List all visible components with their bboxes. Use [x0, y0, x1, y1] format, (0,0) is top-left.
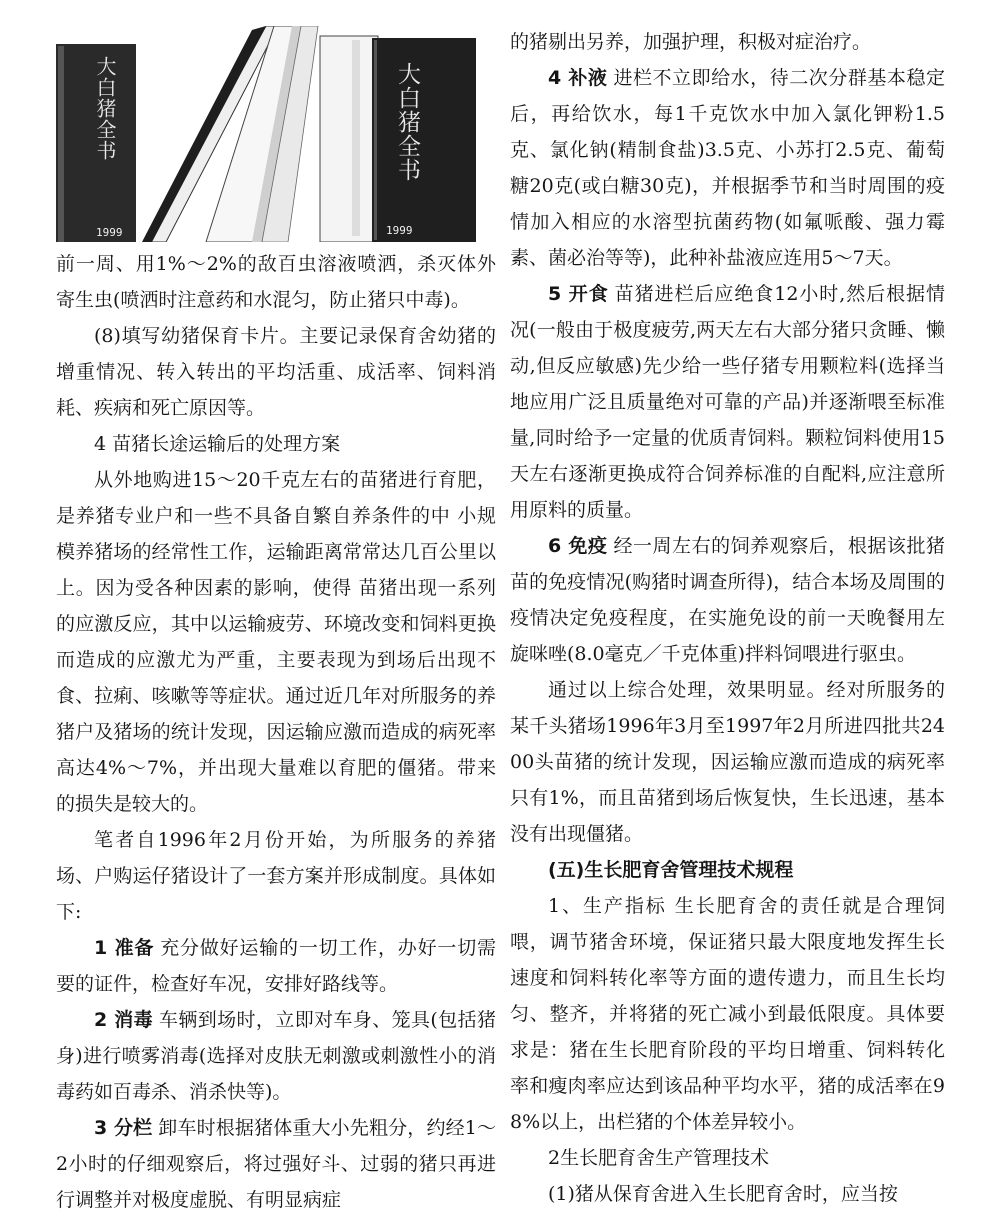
step-label: 1 准备 — [94, 937, 155, 959]
left-column — [56, 0, 496, 1218]
paragraph: (8)填写幼猪保育卡片。主要记录保育舍幼猪的增重情况、转入转出的平均活重、成活率、饲料消耗、疾病和死亡原因等。 — [56, 325, 496, 419]
step-label: 5 开食 — [548, 283, 609, 305]
step-paragraph: 6 免疫 经一周左右的饲养观察后，根据该批猪苗的免疫情况(购猪时调查所得)，结合本场及周围的疫情决定免疫程度，在实施免设的前一天晚餐用左旋咪唑(8.0毫克／千克体重)拌料饲喂进行驱虫。 — [510, 535, 945, 665]
subsection-heading: 2生长肥育舍生产管理技术 — [548, 1147, 770, 1169]
cover-year: 1999 — [96, 226, 123, 239]
paragraph: 的猪剔出另养，加强护理，积极对症治疗。 — [510, 31, 872, 53]
step-paragraph: 5 开食 苗猪进栏后应绝食12小时,然后根据情况(一般由于极度疲劳,两天左右大部分猪只贪睡、懒动,但反应敏感)先少给一些仔猪专用颗粒料(选择当地应用广泛且质量绝对可靠的产品)并逐渐喂至标准量,同时给予一定量的优质青饲料。颗粒饲料使用15天左右逐渐更换成符合饲养标准的自配料,应注意所用原料的质量。 — [510, 283, 945, 521]
step-paragraph: 1 准备 充分做好运输的一切工作，办好一切需要的证件，检查好车况，安排好路线等。 — [56, 937, 496, 995]
paragraph: 从外地购进15～20千克左右的苗猪进行育肥，是养猪专业户和一些不具备自繁自养条件的中 小规模养猪场的经常性工作，运输距离常常达几百公里以上。因为受各种因素的影响，使得 苗猪出现一系列的应激反应，其中以运输疲劳、环境改变和饲料更换而造成的应激尤为严重，主要表现为到场后出现不食、拉痢、咳嗽等等症状。通过近几年对所服务的养猪户及猪场的统计发现，因运输应激而造成的病死率高达4%～7%，并出现大量难以育肥的僵猪。带来的损失是较大的。 — [56, 469, 496, 815]
right-column — [510, 0, 945, 1212]
step-paragraph: 4 补液 进栏不立即给水，待二次分群基本稳定后，再给饮水，每1千克饮水中加入氯化钾粉1.5克、氯化钠(精制食盐)3.5克、小苏打2.5克、葡萄糖20克(或白糖30克)，并根据季节和当时周围的疫情加入相应的水溶型抗菌药物(如氟哌酸、强力霉素、菌必治等等)，此种补盐液应连用5～7天。 — [510, 67, 945, 269]
cover-year: 1999 — [386, 224, 413, 237]
step-label: 6 免疫 — [548, 535, 608, 557]
step-label: 3 分栏 — [94, 1117, 153, 1139]
paragraph: 通过以上综合处理，效果明显。经对所服务的某千头猪场1996年3月至1997年2月所进四批共2400头苗猪的统计发现，因运输应激而造成的病死率只有1%，而且苗猪到场后恢复快，生长迅速，基本没有出现僵猪。 — [510, 679, 945, 845]
section-heading: 4 苗猪长途运输后的处理方案 — [94, 433, 341, 455]
paragraph: 前一周、用1%～2%的敌百虫溶液喷洒，杀灭体外寄生虫(喷洒时注意药和水混匀，防止猪只中毒)。 — [56, 253, 496, 311]
step-label: 4 补液 — [548, 67, 608, 89]
step-label: 2 消毒 — [94, 1009, 153, 1031]
section-heading: (五)生长肥育舍管理技术规程 — [548, 859, 794, 881]
paragraph: 笔者自1996年2月份开始，为所服务的养猪场、户购运仔猪设计了一套方案并形成制度。具体如下: — [56, 829, 496, 923]
step-paragraph: 3 分栏 卸车时根据猪体重大小先粗分，约经1～2小时的仔细观察后，将过强好斗、过弱的猪只再进行调整并对极度虚脱、有明显病症 — [56, 1117, 496, 1211]
paragraph: (1)猪从保育舍进入生长肥育舍时，应当按 — [548, 1183, 898, 1205]
step-paragraph: 2 消毒 车辆到场时，立即对车身、笼具(包括猪身)进行喷雾消毒(选择对皮肤无刺激或刺激性小的消毒药如百毒杀、消杀快等)。 — [56, 1009, 496, 1103]
cover-title: 大白猪全书 — [93, 56, 117, 161]
paragraph: 1、生产指标 生长肥育舍的责任就是合理饲喂，调节猪舍环境，保证猪只最大限度地发挥生长速度和饲料转化率等方面的遗传遗力，而且生长均匀、整齐，并将猪的死亡减小到最低限度。具体要求是：猪在生长肥育阶段的平均日增重、饲料转化率和瘦肉率应达到该品种平均水平，猪的成活率在98%以上，出栏猪的个体差异较小。 — [510, 895, 945, 1133]
cover-title: 大白猪全书 — [394, 62, 420, 182]
